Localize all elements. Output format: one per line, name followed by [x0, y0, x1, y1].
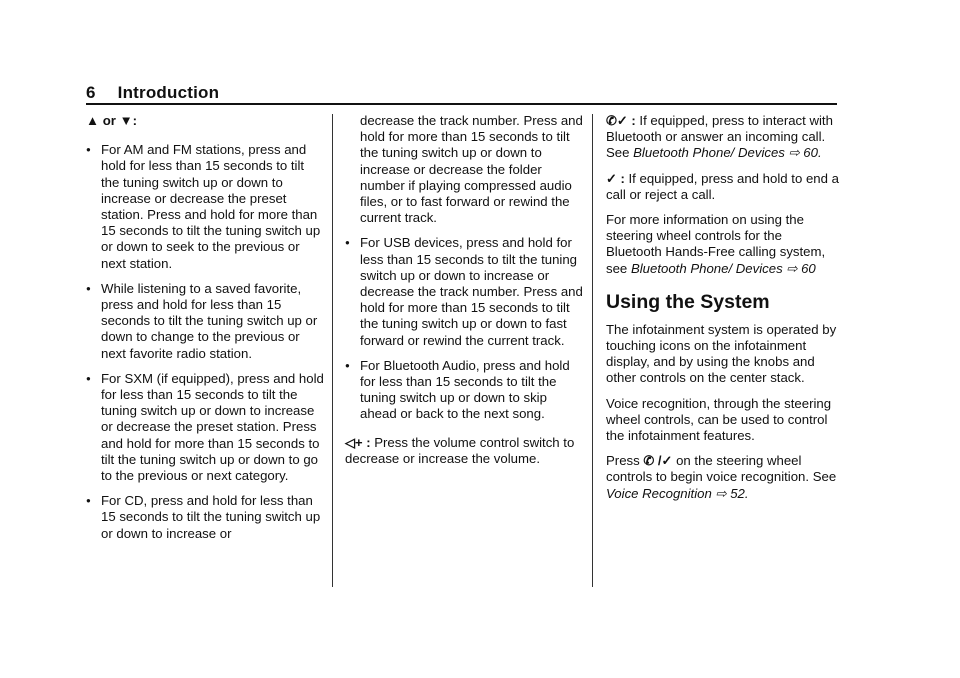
header-rule	[86, 103, 837, 105]
column-divider-1	[332, 114, 333, 587]
page-number: 6	[86, 83, 96, 102]
column-3	[606, 113, 840, 511]
bullet-icon: ●	[86, 145, 91, 155]
more-info-text: For more information on using the steering wheel controls for the Bluetooth Hands-Free calling system, see	[606, 212, 826, 276]
end-call-icon: ✓ :	[606, 170, 625, 186]
list-item-text: decrease the track number. Press and hold for more than 15 seconds to tilt the tuning switch up or down to increase or decrease the folder number if playing compressed audio files, or to fast forward or rewind the current track.	[360, 113, 583, 226]
bullet-icon: ●	[86, 373, 91, 383]
list-item	[345, 235, 583, 348]
bluetooth-phone-link[interactable]: Bluetooth Phone/ Devices	[630, 260, 783, 276]
more-info-paragraph	[606, 212, 840, 277]
voice-paragraph: Voice recognition, through the steering wheel controls, can be used to control the infotainment features.	[606, 395, 832, 444]
list-item-text: For CD, press and hold for less than 15 seconds to tilt the tuning switch up or down to increase or	[101, 493, 321, 541]
page-reference: ⇨ 60.	[788, 145, 822, 161]
list-item	[86, 142, 324, 272]
bullet-icon: ●	[86, 496, 91, 506]
bullet-icon: ●	[86, 283, 91, 293]
seek-down-icon: ▼	[119, 113, 133, 128]
push-to-talk-icon: ✆✓ :	[606, 113, 636, 128]
list-item-text: For SXM (if equipped), press and hold for less than 15 seconds to tilt the tuning switch up or down to increase or decrease the preset station. Press and hold for more than 15 seconds to tilt the tuning switch up or down to go to the previous or next category.	[101, 370, 324, 484]
bullet-icon: ●	[345, 360, 350, 370]
volume-paragraph	[345, 435, 583, 467]
list-item-text: While listening to a saved favorite, press and hold for less than 15 seconds to tilt the tuning switch up or down to change to the previous or next favorite radio station.	[101, 280, 318, 361]
page-header	[86, 83, 219, 103]
press-text: on the steering wheel controls to begin voice recognition. See	[606, 453, 837, 485]
tune-heading-colon: :	[132, 113, 138, 128]
voice-recognition-link[interactable]: Voice Recognition	[606, 485, 712, 501]
press-paragraph	[606, 453, 840, 502]
column-2	[345, 113, 583, 476]
section-title: Using the System	[606, 290, 770, 313]
tune-heading-or: or	[99, 113, 120, 128]
list-item	[86, 281, 324, 362]
volume-text: Press the volume control switch to decrease or increase the volume.	[345, 434, 575, 466]
push-to-talk-icon: ✆ /✓	[643, 453, 673, 469]
page-title: Introduction	[117, 83, 220, 102]
list-item-text: For Bluetooth Audio, press and hold for less than 15 seconds to tilt the tuning switch up or down to skip ahead or back to the next song.	[360, 357, 570, 422]
end-call-paragraph	[606, 171, 840, 203]
column-divider-2	[592, 114, 593, 587]
tune-heading	[86, 113, 324, 129]
list-item-text: For AM and FM stations, press and hold for less than 15 seconds to tilt the tuning switch up or down to increase or decrease the preset station. Press and hold for more than 15 seconds to tilt the tuning switch up or down to seek to the previous or next station.	[101, 142, 321, 271]
list-item-continuation	[345, 113, 583, 226]
seek-up-icon: ▲	[86, 113, 100, 128]
list-item	[86, 493, 324, 542]
infotainment-paragraph: The infotainment system is operated by touching icons on the infotainment display, and by using the knobs and other controls on the center stack.	[606, 321, 837, 386]
list-item-text: For USB devices, press and hold for less than 15 seconds to tilt the tuning switch up or down to increase or decrease the track number. Press and hold for more than 15 seconds to tilt the tuning switch up or down to fast forward or rewind the current track.	[360, 235, 583, 348]
push-to-talk-text: If equipped, press to interact with Bluetooth or answer an incoming call. See	[606, 113, 833, 161]
page-reference: ⇨ 60	[786, 260, 816, 276]
column-1	[86, 113, 324, 551]
bullet-icon: ●	[345, 238, 350, 248]
list-item	[345, 358, 583, 423]
end-call-text: If equipped, press and hold to end a call or reject a call.	[606, 170, 839, 202]
push-to-talk-paragraph	[606, 113, 840, 162]
bluetooth-phone-link[interactable]: Bluetooth Phone/ Devices	[633, 145, 785, 161]
page-reference: ⇨ 52.	[715, 485, 749, 501]
list-item	[86, 371, 324, 484]
press-word: Press	[606, 453, 640, 469]
volume-icon: ◁+ :	[345, 434, 371, 450]
